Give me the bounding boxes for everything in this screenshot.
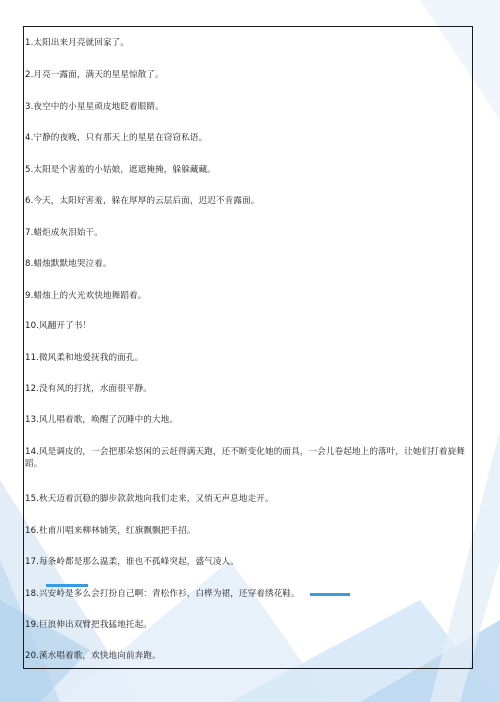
list-item: 16.杜甫川唱来柳林铺笑，红旗飘飘把手招。 (25, 526, 196, 536)
list-item: 3.夜空中的小星星顽皮地眨着眼睛。 (25, 102, 164, 112)
list-item: 12.没有风的打扰，水面很平静。 (25, 384, 152, 394)
list-item: 11.微风柔和地爱抚我的面孔。 (25, 353, 144, 363)
list-item: 4.宁静的夜晚，只有那天上的星星在窃窃私语。 (25, 133, 208, 143)
list-item: 8.蜡烛默默地哭泣着。 (25, 259, 112, 269)
page-border (23, 26, 473, 669)
list-item: 18.兴安岭是多么会打扮自己啊：青松作衫，白桦为裙，还穿着绣花鞋。 (25, 589, 300, 599)
list-item: 13.风儿唱着歌，唤醒了沉睡中的大地。 (25, 415, 179, 425)
list-item: 5.太阳是个害羞的小姑娘，遮遮掩掩，躲躲藏藏。 (25, 165, 216, 175)
list-item: 19.巨浪伸出双臂把我猛地托起。 (25, 620, 152, 630)
list-item: 15.秋天迈着沉稳的脚步款款地向我们走来，又悄无声息地走开。 (25, 494, 274, 504)
highlight-mark (310, 593, 350, 596)
list-item: 20.溪水唱着歌，欢快地向前奔跑。 (25, 651, 161, 661)
list-item: 6.今天，太阳好害羞，躲在厚厚的云层后面，迟迟不肯露面。 (25, 196, 260, 206)
list-item: 17.每条岭都是那么温柔，谁也不孤峰突起，盛气凌人。 (25, 557, 239, 567)
list-item: 7.蜡炬成灰泪始干。 (25, 228, 103, 238)
list-item: 10.风翻开了书！ (25, 321, 92, 331)
list-item: 2.月亮一露面，满天的星星惊散了。 (25, 70, 164, 80)
list-item: 9.蜡烛上的火光欢快地舞蹈着。 (25, 291, 147, 301)
highlight-mark (46, 584, 88, 587)
list-item: 1.太阳出来月亮就回家了。 (25, 38, 130, 48)
list-item: 14.风是调皮的，一会把那朵悠闲的云赶得满天跑，还不断变化她的面具，一会儿卷起地上的落叶，让她们打着旋舞蹈。 (25, 447, 465, 469)
